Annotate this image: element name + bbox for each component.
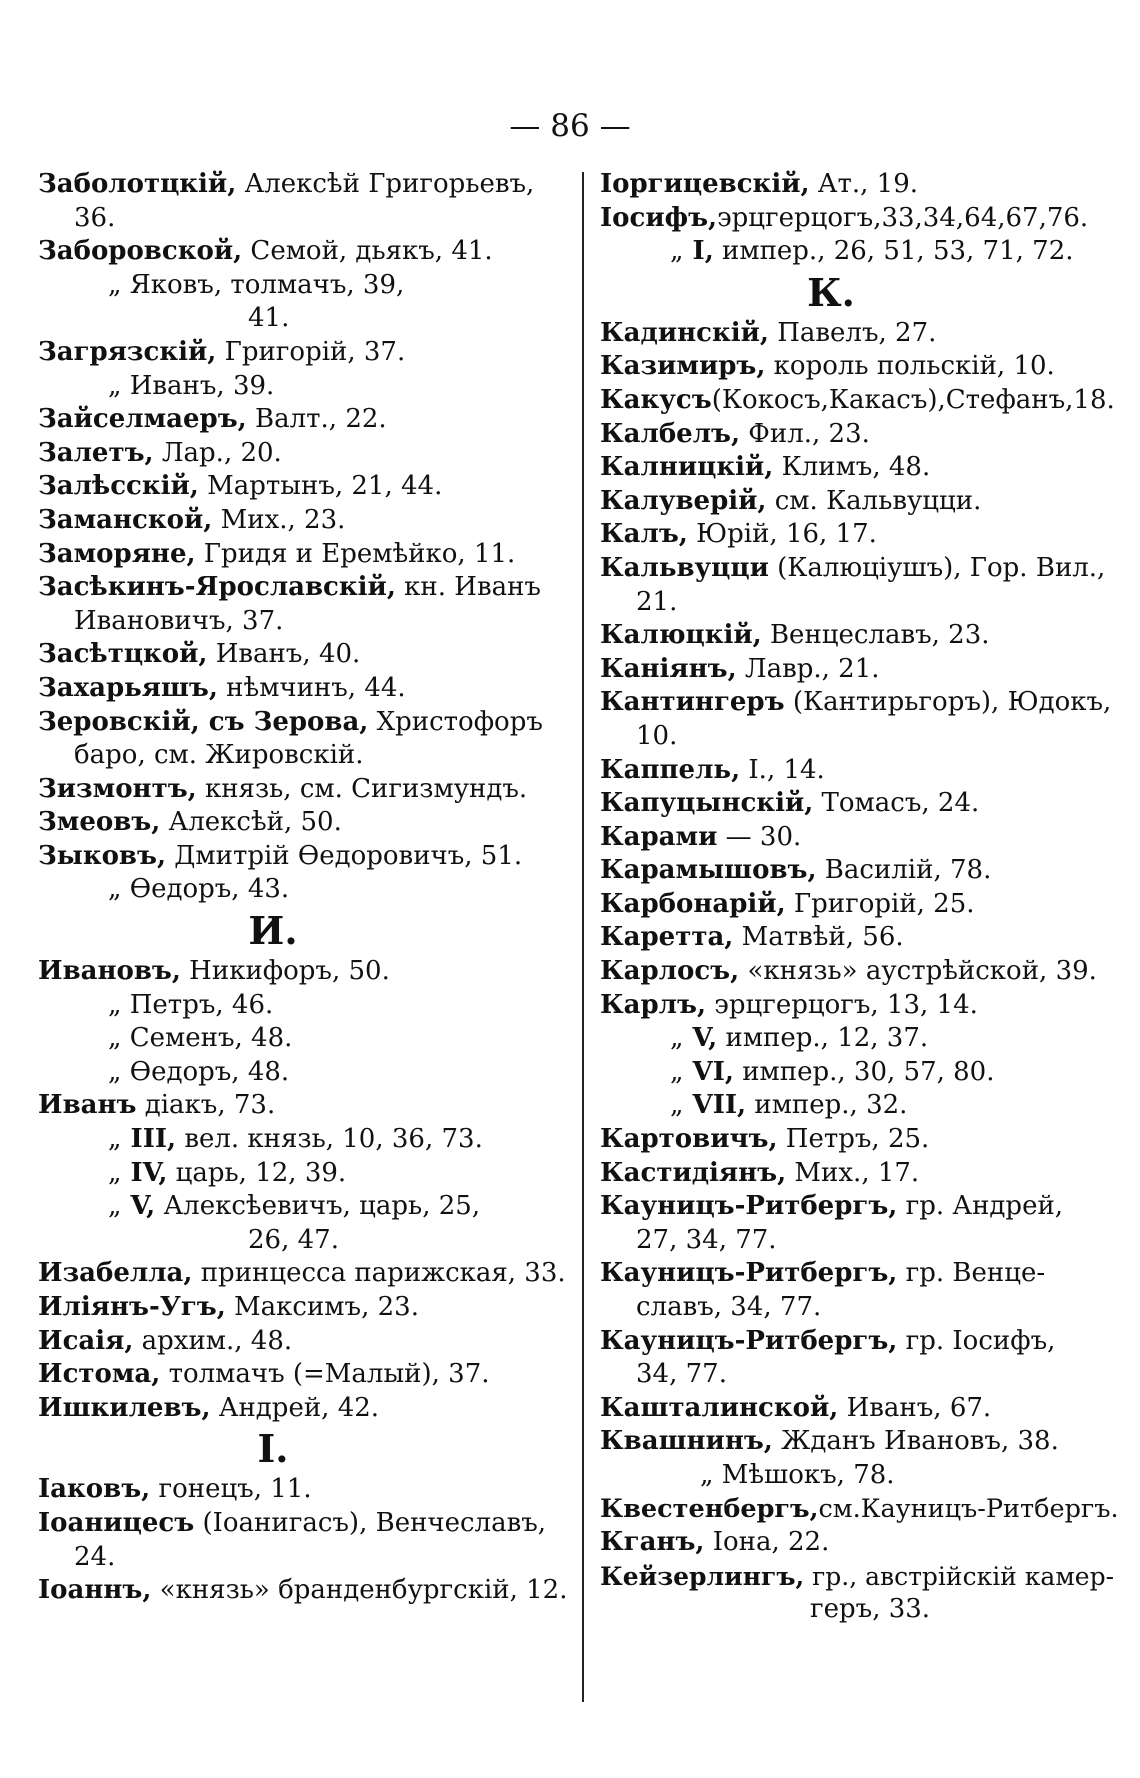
index-entry: Іоаницесъ (Іоанигасъ), Венчеславъ, [38,1507,547,1538]
index-entry: „ VII, импер., 32. [670,1090,908,1121]
index-entry: Казимиръ, король польскій, 10. [600,351,1055,382]
index-entry: Ивановъ, Никифоръ, 50. [38,956,390,987]
index-entry: Квашнинъ, Жданъ Ивановъ, 38. [600,1426,1059,1457]
entry-continuation: геръ, 33. [810,1594,931,1625]
index-entry: Каретта, Матвѣй, 56. [600,922,904,953]
index-entry: „ III, вел. князь, 10, 36, 73. [108,1124,483,1155]
entry-continuation: 36. [74,202,116,233]
index-entry: Карлъ, эрцгерцогъ, 13, 14. [600,989,978,1020]
index-entry: Змеовъ, Алексѣй, 50. [38,807,342,838]
index-entry: Іосифъ,эрцгерцогъ,33,34,64,67,76. [600,202,1089,233]
entry-continuation: 27, 34, 77. [636,1224,777,1255]
entry-continuation: 21. [636,586,678,617]
index-entry: Заманской, Мих., 23. [38,504,346,535]
index-entry: Ишкилевъ, Андрей, 42. [38,1392,380,1423]
index-entry: Карами — 30. [600,821,802,852]
index-entry: Зеровскій, съ Зерова, Христофоръ [38,706,543,737]
index-entry: Зыковъ, Дмитрій Ѳедоровичъ, 51. [38,840,523,871]
index-entry: „ Петръ, 46. [108,989,274,1020]
index-entry: „ Ѳедоръ, 48. [108,1056,290,1087]
index-entry: Кауницъ-Ритбергъ, гр. Андрей, [600,1191,1064,1222]
index-entry: Исаія, архим., 48. [38,1325,293,1356]
index-entry: Заборовской, Семой, дьякъ, 41. [38,236,493,267]
index-entry: Калуверій, см. Кальвуцци. [600,485,982,516]
section-heading: І. [257,1426,289,1472]
index-entry: Картовичъ, Петръ, 25. [600,1124,930,1155]
index-entry: Кауницъ-Ритбергъ, гр. Іосифъ, [600,1325,1056,1356]
section-heading: И. [248,908,298,954]
index-entry: Іоаннъ, «князь» бранденбургскій, 12. [38,1575,568,1606]
index-entry: Кашталинской, Иванъ, 67. [600,1392,992,1423]
column-divider [582,172,584,1702]
index-entry: Карлосъ, «князь» аустрѣйской, 39. [600,956,1097,987]
entry-continuation: 10. [636,720,678,751]
index-entry: Капуцынскій, Томасъ, 24. [600,788,980,819]
index-entry: Иванъ діакъ, 73. [38,1090,276,1121]
index-entry: Кастидіянъ, Мих., 17. [600,1157,920,1188]
index-entry: Іаковъ, гонецъ, 11. [38,1474,312,1505]
index-entry: Калъ, Юрій, 16, 17. [600,519,877,550]
index-entry: Квестенбергъ,см.Кауницъ-Ритбергъ. [600,1493,1119,1524]
index-entry: „ Яковъ, толмачъ, 39, [108,269,405,300]
index-entry: Зизмонтъ, князь, см. Сигизмундъ. [38,773,528,804]
right-column [600,168,1122,1627]
entry-continuation: 24. [74,1541,116,1572]
index-entry: „ I, импер., 26, 51, 53, 71, 72. [670,236,1074,267]
index-entry: Иліянъ-Угъ, Максимъ, 23. [38,1292,419,1322]
index-entry: Карамышовъ, Василій, 78. [600,855,992,886]
index-entry: „ Семенъ, 48. [108,1023,293,1054]
index-entry: Іоргицевскій, Ат., 19. [600,169,919,199]
index-entry: Засѣкинъ-Ярославскій, кн. Иванъ [38,572,541,603]
index-entry: „ IV, царь, 12, 39. [108,1157,347,1188]
index-entry: Загрязскій, Григорій, 37. [38,336,406,367]
index-entry: Заморяне, Гридя и Еремѣйко, 11. [38,538,516,569]
index-entry: „ Ѳедоръ, 43. [108,874,290,905]
entry-continuation: славъ, 34, 77. [636,1292,822,1322]
index-entry: Залѣсскій, Мартынъ, 21, 44. [38,471,443,502]
index-entry: Какусъ(Кокосъ,Какасъ),Стефанъ,18. [600,384,1115,415]
index-entry: Каппель, І., 14. [600,754,825,785]
index-entry: „ VI, импер., 30, 57, 80. [670,1056,995,1087]
entry-continuation: баро, см. Жировскій. [74,740,364,771]
index-entry: „ Иванъ, 39. [108,370,275,401]
index-entry: Калницкій, Климъ, 48. [600,452,931,483]
entry-continuation: 26, 47. [248,1224,339,1255]
index-entry: Зайселмаеръ, Валт., 22. [38,404,387,435]
index-entry: „ V, импер., 12, 37. [670,1023,929,1054]
index-entry: Кейзерлингъ, гр., австрійскій камер- [600,1561,1115,1591]
index-entry: Заболотцкій, Алексѣй Григорьевъ, [38,169,535,199]
left-column [38,168,568,1608]
index-entry: Каніянъ, Лавр., 21. [600,653,880,684]
entry-continuation: Ивановичъ, 37. [74,605,284,636]
index-entry: Кадинскій, Павелъ, 27. [600,317,937,348]
index-entry: Истома, толмачъ (=Малый), 37. [38,1359,490,1390]
entry-continuation: 34, 77. [636,1359,727,1390]
section-heading: К. [807,269,855,315]
index-entry: „ Мѣшокъ, 78. [700,1459,895,1490]
index-entry: Калюцкій, Венцеславъ, 23. [600,620,990,651]
index-entry: Залетъ, Лар., 20. [38,437,282,468]
index-entry: Кантингеръ (Кантирьгоръ), Юдокъ, [600,687,1112,718]
index-entry: Изабелла, принцесса парижская, 33. [38,1258,566,1289]
index-entry: Кганъ, Іона, 22. [600,1527,830,1558]
index-entry: „ V, Алексѣевичъ, царь, 25, [108,1191,481,1222]
index-entry: Калбелъ, Фил., 23. [600,418,870,449]
index-entry: Карбонарій, Григорій, 25. [600,888,975,919]
index-entry: Кауницъ-Ритбергъ, гр. Венце- [600,1258,1046,1289]
index-entry: Захарьяшъ, нѣмчинъ, 44. [38,672,406,703]
page-number: — 86 — [509,108,631,144]
index-entry: Засѣтцкой, Иванъ, 40. [38,639,361,670]
entry-continuation: 41. [248,303,290,334]
index-entry: Кальвуцци (Калюціушъ), Гор. Вил., [600,552,1106,583]
